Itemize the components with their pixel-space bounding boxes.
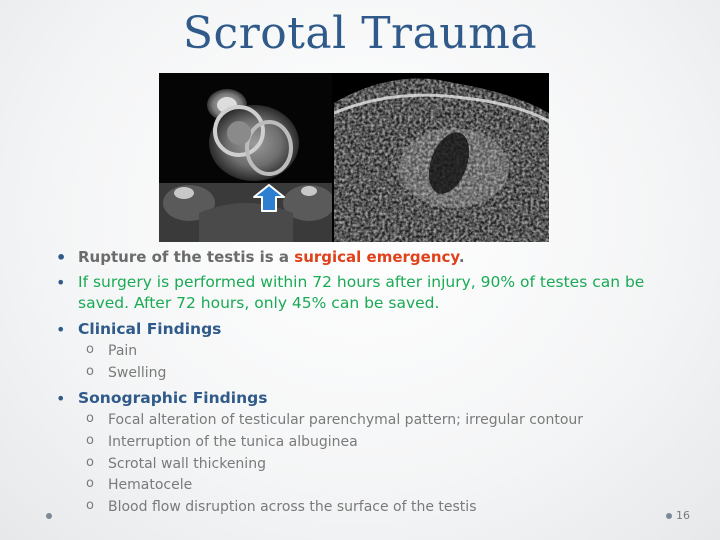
up-arrow-icon (252, 183, 286, 213)
bullet-rupture (56, 247, 696, 267)
clinical-findings-heading: Clinical Findings (78, 320, 222, 339)
slide-title: Scrotal Trauma (182, 8, 538, 59)
list-item: o Swelling (78, 364, 696, 383)
bullet-sonographic-findings (56, 388, 696, 517)
ultrasound-image (334, 73, 549, 242)
bullet-list (56, 247, 696, 522)
list-item: o Hematocele (78, 476, 696, 495)
image-panel (159, 73, 549, 242)
list-item: o Focal alteration of testicular parenchymal pattern; irregular contour (78, 411, 696, 430)
ct-scan-image (159, 73, 332, 242)
sonographic-findings-list (78, 411, 696, 517)
page-number: 16 (676, 509, 690, 522)
list-item: o Scrotal wall thickening (78, 455, 696, 474)
rupture-text: Rupture of the testis is a (78, 248, 295, 266)
bullet-clinical-findings (56, 319, 696, 383)
sonographic-findings-heading: Sonographic Findings (78, 388, 268, 407)
bullet-surgery (56, 272, 696, 314)
list-item: o Blood flow disruption across the surface of the testis (78, 498, 696, 517)
list-item: o Interruption of the tunica albuginea (78, 433, 696, 452)
list-item: o Pain (78, 342, 696, 361)
surgery-text: If surgery is performed within 72 hours after injury, 90% of testes can be saved. After 72 hours, only 45% can be saved. (78, 273, 645, 313)
rupture-end: . (458, 248, 465, 266)
decorative-dot-left (46, 513, 52, 519)
decorative-dot-right (666, 513, 672, 519)
surgical-emergency-emphasis: surgical emergency (294, 248, 459, 266)
clinical-findings-list (78, 342, 696, 383)
